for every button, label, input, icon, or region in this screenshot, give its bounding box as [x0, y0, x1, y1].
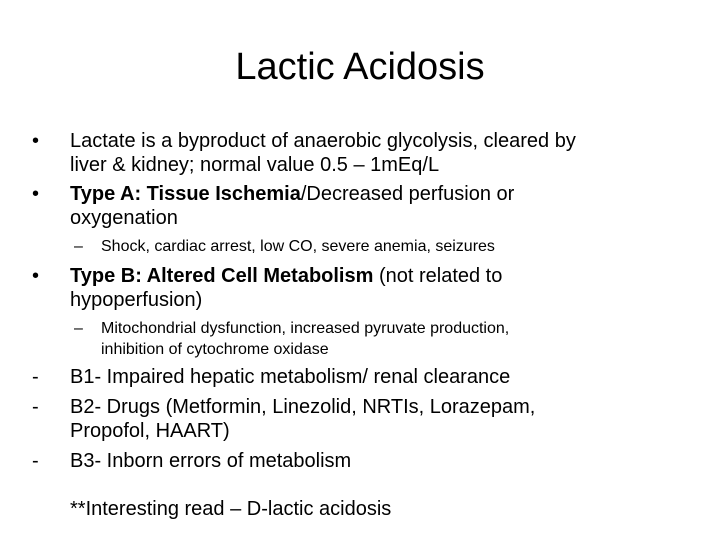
footnote: **Interesting read – D-lactic acidosis: [70, 498, 392, 520]
type-a-label: Type A:: [70, 183, 147, 205]
type-b-label: Type B:: [70, 265, 147, 287]
dash-item-b1: B1- Impaired hepatic metabolism/ renal clearance: [70, 366, 511, 388]
sub-bullet-marker: –: [74, 238, 83, 255]
bullet-marker: •: [32, 130, 40, 152]
bullet-3-sub-1-line-2: inhibition of cytochrome oxidase: [101, 341, 329, 358]
dash-item-b2-line-2: Propofol, HAART): [70, 420, 230, 442]
sub-bullet-marker: –: [74, 320, 83, 337]
bullet-3-sub-1-line-1: Mitochondrial dysfunction, increased pyruvate production,: [101, 320, 510, 337]
bullet-marker: •: [32, 183, 40, 205]
dash-marker: -: [32, 396, 39, 418]
bullet-2-sub-1: Shock, cardiac arrest, low CO, severe anemia, seizures: [101, 238, 495, 255]
bullet-marker: •: [32, 265, 40, 287]
bullet-2-line-1: [70, 182, 514, 206]
bullet-3-line-1: [70, 264, 502, 288]
type-b-bold: Altered Cell Metabolism: [146, 265, 374, 287]
dash-item-b3: B3- Inborn errors of metabolism: [70, 450, 352, 472]
dash-marker: -: [32, 450, 39, 472]
slide-title: Lactic Acidosis: [235, 46, 485, 88]
bullet-1-line-2: liver & kidney; normal value 0.5 – 1mEq/L: [70, 154, 440, 176]
dash-marker: -: [32, 366, 39, 388]
bullet-3-line-2: hypoperfusion): [70, 289, 203, 311]
type-a-rest: /Decreased perfusion or: [300, 183, 515, 205]
bullet-1-line-1: Lactate is a byproduct of anaerobic glycolysis, cleared by: [70, 130, 576, 152]
dash-item-b2-line-1: B2- Drugs (Metformin, Linezolid, NRTIs, Lorazepam,: [70, 396, 536, 418]
type-b-rest: (not related to: [373, 265, 503, 287]
type-a-bold: Tissue Ischemia: [146, 183, 301, 205]
bullet-2-line-2: oxygenation: [70, 207, 178, 229]
